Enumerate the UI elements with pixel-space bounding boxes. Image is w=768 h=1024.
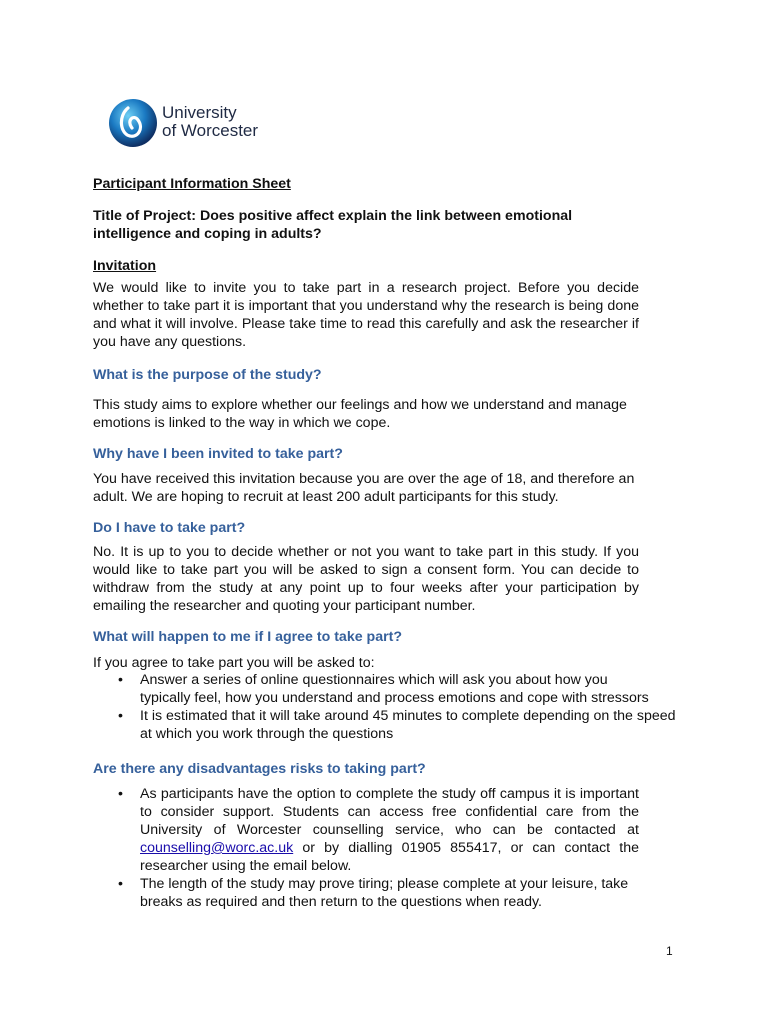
list-item-text: Answer a series of online questionnaires which will ask you about how you typically feel, how you understand and process emotions and cope with stressors xyxy=(140,672,649,706)
university-emblem-icon xyxy=(108,98,158,148)
list-item-text xyxy=(140,785,639,875)
counselling-email-link[interactable]: counselling@worc.ac.uk xyxy=(140,840,294,856)
bullet-glyph: • xyxy=(118,708,123,724)
logo-line-1: University xyxy=(162,103,237,122)
list-item xyxy=(118,785,639,875)
page-number: 1 xyxy=(666,944,673,958)
logo-line-2: of Worcester xyxy=(162,121,259,140)
purpose-heading: What is the purpose of the study? xyxy=(93,367,322,383)
bullet-glyph: • xyxy=(118,876,123,892)
list-item-text: The length of the study may prove tiring; please complete at your leisure, take breaks as required and then return to the questions when ready. xyxy=(140,876,629,910)
bullet-glyph: • xyxy=(118,672,123,688)
happen-heading: What will happen to me if I agree to take part? xyxy=(93,629,403,645)
risk-text-before: As participants have the option to complete the study off campus it is important to consider support. Students can access free confidential care from the University of Worcester counselling service, who can be contacted at xyxy=(140,786,639,838)
have-to-heading: Do I have to take part? xyxy=(93,520,246,536)
invitation-heading: Invitation xyxy=(93,258,157,274)
invited-heading: Why have I been invited to take part? xyxy=(93,446,343,462)
have-to-text: No. It is up to you to decide whether or not you want to take part in this study. If you would like to take part you will be asked to sign a consent form. You can decide to withdraw from the study at any point up to four weeks after your participation by emailing the researcher and quoting your participant number. xyxy=(93,544,639,614)
risks-heading: Are there any disadvantages risks to taking part? xyxy=(93,761,426,777)
sheet-title: Participant Information Sheet xyxy=(93,176,291,192)
bullet-glyph: • xyxy=(118,786,123,802)
invited-text: You have received this invitation because you are over the age of 18, and therefore an adult. We are hoping to recruit at least 200 adult participants for this study. xyxy=(93,471,635,505)
invitation-text: We would like to invite you to take part in a research project. Before you decide whether to take part it is important that you understand why the research is being done and what it will involve. Please take time to read this carefully and ask the researcher if you have any questions. xyxy=(93,280,639,350)
list-item xyxy=(118,671,678,707)
list-item xyxy=(118,875,639,911)
list-item-text: It is estimated that it will take around 45 minutes to complete depending on the speed at which you work through the questions xyxy=(140,708,676,742)
project-title: Title of Project: Does positive affect explain the link between emotional intelligence and coping in adults? xyxy=(93,208,573,242)
list-item xyxy=(118,707,684,743)
purpose-text: This study aims to explore whether our feelings and how we understand and manage emotions is linked to the way in which we cope. xyxy=(93,397,627,431)
university-logo xyxy=(108,98,278,152)
risk-text-after: or by dialling 01905 855417, or can contact the researcher using the email below. xyxy=(140,840,639,874)
happen-intro: If you agree to take part you will be asked to: xyxy=(93,655,375,671)
